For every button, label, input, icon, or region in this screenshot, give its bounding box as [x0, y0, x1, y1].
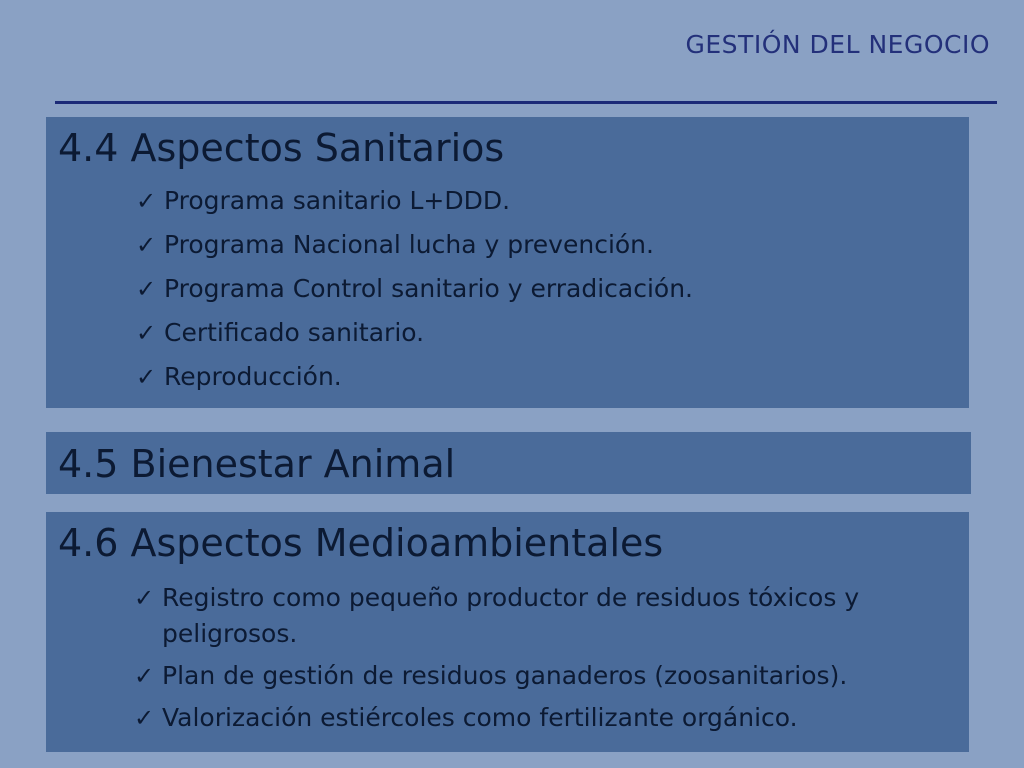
section-bienestar-animal	[46, 432, 971, 494]
section-aspectos-medioambientales	[46, 512, 969, 752]
list-item-text: Plan de gestión de residuos ganaderos (zoosanitarios).	[162, 661, 848, 690]
section-aspectos-sanitarios	[46, 117, 969, 408]
list-item-text: Reproducción.	[164, 362, 342, 391]
checkmark-icon: ✓	[134, 584, 155, 612]
bullet-list	[136, 183, 955, 403]
list-item	[136, 227, 955, 263]
checkmark-icon: ✓	[136, 319, 157, 347]
list-item-text: Programa Control sanitario y erradicación.	[164, 274, 694, 303]
list-item-text: Registro como pequeño productor de residuos tóxicos y peligrosos.	[162, 583, 860, 648]
section-heading: 4.6 Aspectos Medioambientales	[58, 521, 664, 565]
checkmark-icon: ✓	[136, 231, 157, 259]
list-item-text: Certificado sanitario.	[164, 318, 425, 347]
checkmark-icon: ✓	[134, 704, 155, 732]
checkmark-icon: ✓	[136, 275, 157, 303]
list-item	[134, 580, 955, 652]
section-heading: 4.4 Aspectos Sanitarios	[58, 126, 505, 170]
slide-header-title: GESTIÓN DEL NEGOCIO	[685, 30, 990, 59]
checkmark-icon: ✓	[134, 662, 155, 690]
list-item	[136, 315, 955, 351]
list-item	[134, 658, 955, 694]
list-item-text: Programa sanitario L+DDD.	[164, 186, 511, 215]
list-item	[136, 271, 955, 307]
list-item-text: Valorización estiércoles como fertilizante orgánico.	[162, 703, 798, 732]
list-item	[134, 700, 955, 736]
section-heading: 4.5 Bienestar Animal	[58, 442, 456, 486]
checkmark-icon: ✓	[136, 187, 157, 215]
header-divider	[55, 101, 997, 104]
checkmark-icon: ✓	[136, 363, 157, 391]
list-item	[136, 359, 955, 395]
list-item	[136, 183, 955, 219]
list-item-text: Programa Nacional lucha y prevención.	[164, 230, 654, 259]
bullet-list	[134, 580, 955, 742]
